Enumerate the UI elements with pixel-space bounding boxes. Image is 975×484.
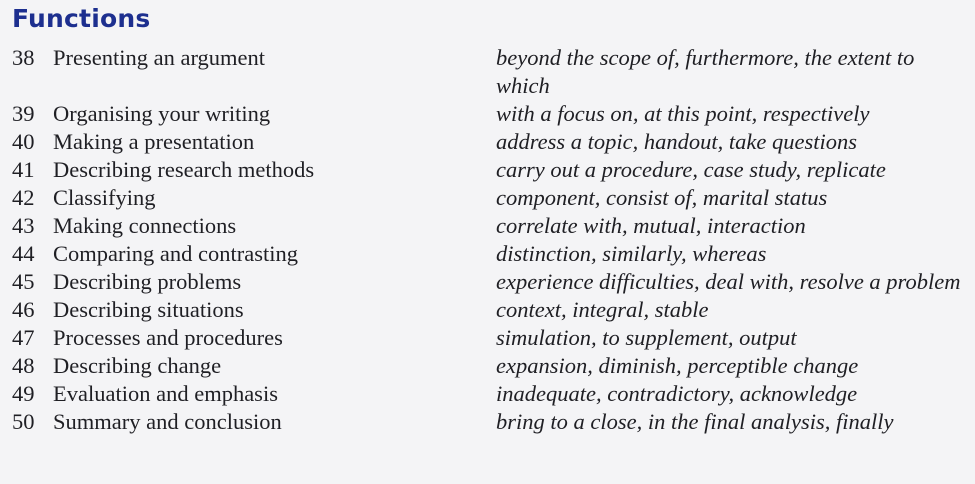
unit-phrases: experience difficulties, deal with, resolve a problem	[496, 269, 961, 294]
unit-row	[0, 128, 975, 156]
unit-number: 44	[12, 241, 35, 266]
unit-topic: Making connections	[53, 213, 237, 238]
unit-phrases: beyond the scope of, furthermore, the extent to which	[496, 45, 915, 98]
unit-row	[0, 212, 975, 240]
unit-row	[0, 240, 975, 268]
unit-topic: Summary and conclusion	[53, 409, 282, 434]
unit-phrases: component, consist of, marital status	[496, 185, 828, 210]
unit-row	[0, 380, 975, 408]
unit-topic: Processes and procedures	[53, 325, 283, 350]
unit-row	[0, 352, 975, 380]
unit-topic: Presenting an argument	[53, 45, 266, 70]
unit-row	[0, 296, 975, 324]
unit-number: 43	[12, 213, 35, 238]
unit-row	[0, 184, 975, 212]
unit-topic: Describing change	[53, 353, 222, 378]
unit-phrases: simulation, to supplement, output	[496, 325, 797, 350]
unit-number: 50	[12, 409, 35, 434]
unit-topic: Describing problems	[53, 269, 242, 294]
unit-row	[0, 268, 975, 296]
unit-number: 48	[12, 353, 35, 378]
unit-number: 49	[12, 381, 35, 406]
unit-row	[0, 156, 975, 184]
unit-number: 45	[12, 269, 35, 294]
unit-number: 40	[12, 129, 35, 154]
unit-phrases: context, integral, stable	[496, 297, 709, 322]
unit-number: 42	[12, 185, 35, 210]
unit-phrases: expansion, diminish, perceptible change	[496, 353, 859, 378]
section-heading: Functions	[12, 4, 151, 33]
unit-number: 39	[12, 101, 35, 126]
unit-row	[0, 408, 975, 436]
unit-topic: Describing situations	[53, 297, 244, 322]
unit-phrases: distinction, similarly, whereas	[496, 241, 767, 266]
unit-topic: Making a presentation	[53, 129, 255, 154]
unit-phrases: bring to a close, in the final analysis, finally	[496, 409, 894, 434]
unit-phrases: inadequate, contradictory, acknowledge	[496, 381, 858, 406]
unit-row	[0, 324, 975, 352]
unit-number: 41	[12, 157, 35, 182]
unit-phrases: correlate with, mutual, interaction	[496, 213, 806, 238]
unit-number: 38	[12, 45, 35, 70]
unit-topic: Comparing and contrasting	[53, 241, 298, 266]
unit-topic: Evaluation and emphasis	[53, 381, 278, 406]
unit-topic: Classifying	[53, 185, 156, 210]
unit-number: 47	[12, 325, 35, 350]
unit-topic: Describing research methods	[53, 157, 315, 182]
unit-row	[0, 100, 975, 128]
unit-row	[0, 44, 975, 100]
unit-list	[0, 44, 975, 436]
unit-topic: Organising your writing	[53, 101, 271, 126]
unit-phrases: with a focus on, at this point, respectively	[496, 101, 870, 126]
unit-number: 46	[12, 297, 35, 322]
unit-phrases: address a topic, handout, take questions	[496, 129, 858, 154]
unit-phrases: carry out a procedure, case study, replicate	[496, 157, 886, 182]
